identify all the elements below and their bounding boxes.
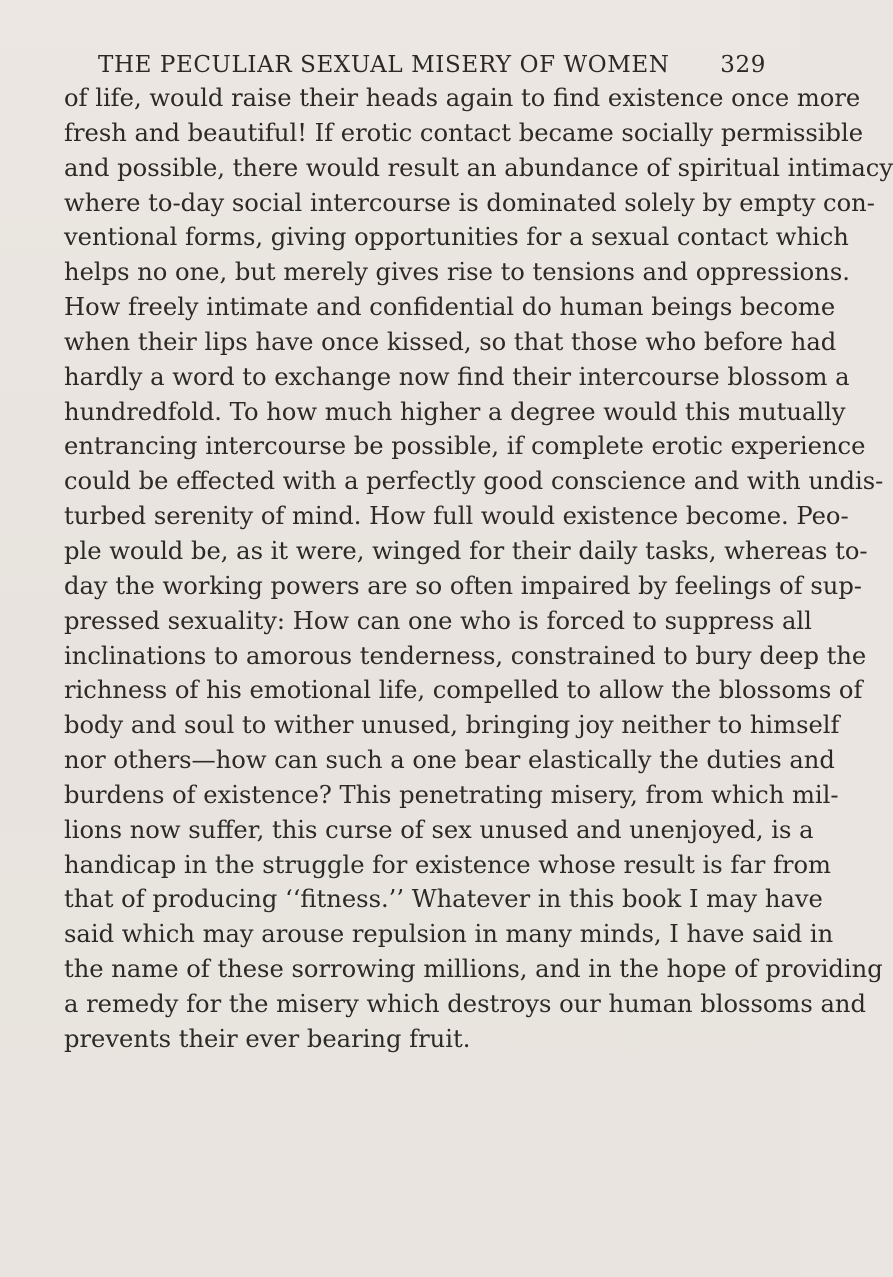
text-line: body and soul to wither unused, bringing joy neither to himself xyxy=(64,711,840,740)
text-line: of life, would raise their heads again to find existence once more xyxy=(64,84,861,112)
text-line: ventional forms, giving opportunities for a sexual contact which xyxy=(64,223,849,252)
text-line: where to-day social intercourse is dominated solely by empty con- xyxy=(64,188,875,217)
text-line: handicap in the struggle for existence whose result is far from xyxy=(64,850,831,879)
text-line: turbed serenity of mind. How full would existence become. Peo- xyxy=(64,502,849,531)
text-line-last: prevents their ever bearing fruit. xyxy=(64,1024,471,1053)
page-number: 329 xyxy=(720,52,766,78)
text-line: that of producing ‘‘fitness.’’ Whatever in this book I may have xyxy=(64,885,823,914)
text-line: entrancing intercourse be possible, if complete erotic experience xyxy=(64,432,866,461)
text-line: the name of these sorrowing millions, and in the hope of providing xyxy=(64,955,883,984)
text-line: said which may arouse repulsion in many minds, I have said in xyxy=(64,920,834,949)
body-paragraph xyxy=(64,81,893,1057)
text-line: inclinations to amorous tenderness, constrained to bury deep the xyxy=(64,641,867,670)
text-line: ple would be, as it were, winged for their daily tasks, whereas to- xyxy=(64,536,868,565)
text-line: pressed sexuality: How can one who is forced to suppress all xyxy=(64,606,812,635)
text-line: hundredfold. To how much higher a degree would this mutually xyxy=(64,397,846,426)
text-line: burdens of existence? This penetrating misery, from which mil- xyxy=(64,780,839,809)
text-line: fresh and beautiful! If erotic contact became socially permissible xyxy=(64,118,864,147)
text-line: hardly a word to exchange now find their intercourse blossom a xyxy=(64,362,850,391)
text-line: nor others—how can such a one bear elastically the duties and xyxy=(64,746,835,775)
text-line: when their lips have once kissed, so that those who before had xyxy=(64,327,837,356)
text-line: and possible, there would result an abundance of spiritual intimacy xyxy=(64,153,893,182)
text-line: How freely intimate and confidential do human beings become xyxy=(64,293,836,322)
running-title: THE PECULIAR SEXUAL MISERY OF WOMEN xyxy=(98,52,670,78)
text-line: helps no one, but merely gives rise to tensions and oppressions. xyxy=(64,258,850,287)
text-line: day the working powers are so often impaired by feelings of sup- xyxy=(64,571,862,600)
text-line: a remedy for the misery which destroys our human blossoms and xyxy=(64,989,866,1018)
text-line: richness of his emotional life, compelled to allow the blossoms of xyxy=(64,676,863,705)
text-line: could be effected with a perfectly good conscience and with undis- xyxy=(64,467,884,496)
text-line: lions now suffer, this curse of sex unused and unenjoyed, is a xyxy=(64,815,814,844)
